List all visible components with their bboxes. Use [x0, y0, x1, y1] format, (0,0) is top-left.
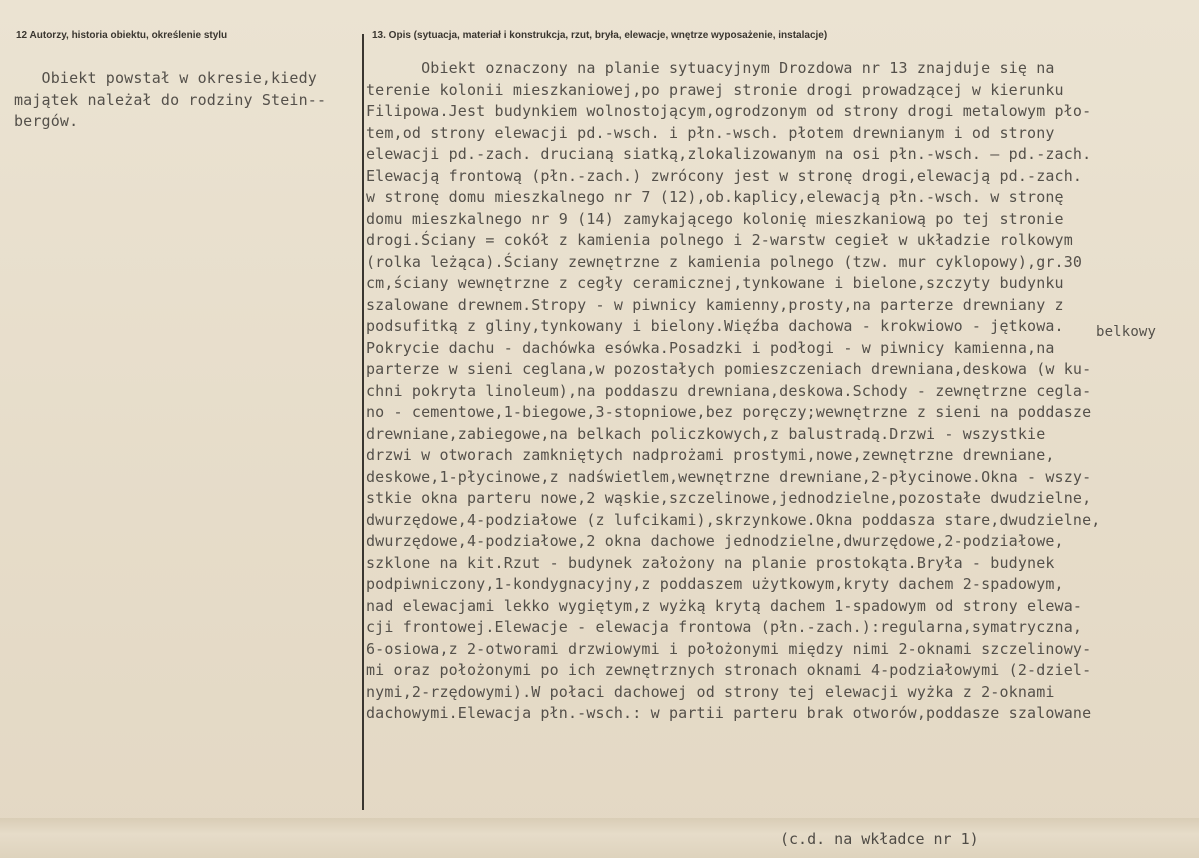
text-line: drewniane,zabiegowe,na belkach policzkowych,z balustradą.Drzwi - wszystkie — [366, 424, 1046, 443]
section-13-body — [366, 58, 1100, 725]
text-line: bergów. — [14, 112, 79, 130]
section-12-heading: 12 Autorzy, historia obiektu, określenie stylu — [16, 30, 228, 41]
text-line: w stronę domu mieszkalnego nr 7 (12),ob.kaplicy,elewacją płn.-wsch. w stronę — [366, 188, 1064, 206]
text-line: nymi,2-rzędowymi).W połaci dachowej od strony tej elewacji wyżka z 2-oknami — [366, 682, 1055, 701]
text-line: Filipowa.Jest budynkiem wolnostojącym,ogrodzonym od strony drogi metalowym pło- — [366, 102, 1092, 120]
text-line: dachowymi.Elewacja płn.-wsch.: w partii parteru brak otworów,poddasze szalowane — [366, 704, 1092, 722]
text-line: no - cementowe,1-biegowe,3-stopniowe,bez poręczy;wewnętrzne z sieni na poddasze — [366, 403, 1092, 421]
text-line: dwurzędowe,4-podziałowe (z lufcikami),skrzynkowe.Okna poddasza stare,dwudzielne, — [366, 510, 1101, 529]
text-line: szalowane drewnem.Stropy - w piwnicy kamienny,prosty,na parterze drewniany z — [366, 295, 1064, 314]
page-fold — [0, 818, 1199, 858]
column-divider — [362, 34, 364, 810]
text-line: szklone na kit.Rzut - budynek założony na planie prostokąta.Bryła - budynek — [366, 553, 1055, 572]
continuation-note: (c.d. na wkładce nr 1) — [780, 830, 979, 848]
text-line: dwurzędowe,4-podziałowe,2 okna dachowe jednodzielne,dwurzędowe,2-podziałowe, — [366, 532, 1064, 550]
text-line: parterze w sieni ceglana,w pozostałych pomieszczeniach drewniana,deskowa (w ku- — [366, 360, 1092, 378]
text-line: 6-osiowa,z 2-otworami drzwiowymi i położonymi między nimi 2-oknami szczelinowy- — [366, 639, 1092, 658]
handwritten-correction: belkowy — [1096, 324, 1157, 340]
text-line: cji frontowej.Elewacje - elewacja frontowa (płn.-zach.):regularna,symatryczna, — [366, 618, 1083, 636]
section-12-body — [14, 68, 326, 133]
section-13-heading: 13. Opis (sytuacja, materiał i konstrukcja, rzut, bryła, elewacje, wnętrze wyposażenie, instalacje) — [372, 30, 828, 41]
text-line: elewacji pd.-zach. drucianą siatką,zlokalizowanym na osi płn.-wsch. ‒ pd.-zach. — [366, 145, 1092, 163]
text-line: Obiekt powstał w okresie,kiedy — [14, 69, 317, 87]
text-line: deskowe,1-płycinowe,z nadświetlem,wewnętrzne drewniane,2-płycinowe.Okna - wszy- — [366, 467, 1092, 486]
text-line: chni pokryta linoleum),na poddaszu drewniana,deskowa.Schody - zewnętrzne cegla- — [366, 381, 1092, 400]
text-line: podsufitką z gliny,tynkowany i bielony.Więźba dachowa - krokwiowo - jętkowa. — [366, 317, 1064, 335]
text-line: Elewacją frontową (płn.-zach.) zwrócony jest w stronę drogi,elewacją pd.-zach. — [366, 166, 1083, 185]
text-line: Obiekt oznaczony na planie sytuacyjnym Drozdowa nr 13 znajduje się na — [366, 59, 1055, 77]
text-line: stkie okna parteru nowe,2 wąskie,szczelinowe,jednodzielne,pozostałe dwudzielne, — [366, 489, 1092, 507]
text-line: drogi.Ściany = cokół z kamienia polnego i 2-warstw cegieł w układzie rolkowym — [366, 231, 1073, 249]
text-line: mi oraz położonymi po ich zewnętrznych stronach oknami 4-podziałowymi (2-dziel- — [366, 661, 1092, 679]
text-line: cm,ściany wewnętrzne z cegły ceramicznej,tynkowane i bielone,szczyty budynku — [366, 274, 1064, 292]
text-line: tem,od strony elewacji pd.-wsch. i płn.-wsch. płotem drewnianym i od strony — [366, 123, 1055, 142]
text-line: nad elewacjami lekko wygiętym,z wyżką krytą dachem 1-spadowym od strony elewa- — [366, 596, 1083, 615]
text-line: podpiwniczony,1-kondygnacyjny,z poddaszem użytkowym,kryty dachem 2-spadowym, — [366, 575, 1064, 593]
text-line: terenie kolonii mieszkaniowej,po prawej stronie drogi prowadzącej w kierunku — [366, 80, 1064, 99]
text-line: drzwi w otworach zamkniętych nadprożami prostymi,nowe,zewnętrzne drewniane, — [366, 446, 1055, 464]
text-line: (rolka leżąca).Ściany zewnętrzne z kamienia polnego (tzw. mur cyklopowy),gr.30 — [366, 252, 1083, 271]
text-line: majątek należał do rodziny Stein-- — [14, 90, 327, 109]
text-line: Pokrycie dachu - dachówka esówka.Posadzki i podłogi - w piwnicy kamienna,na — [366, 338, 1055, 357]
text-line: domu mieszkalnego nr 9 (14) zamykającego kolonię mieszkaniową po tej stronie — [366, 209, 1064, 228]
